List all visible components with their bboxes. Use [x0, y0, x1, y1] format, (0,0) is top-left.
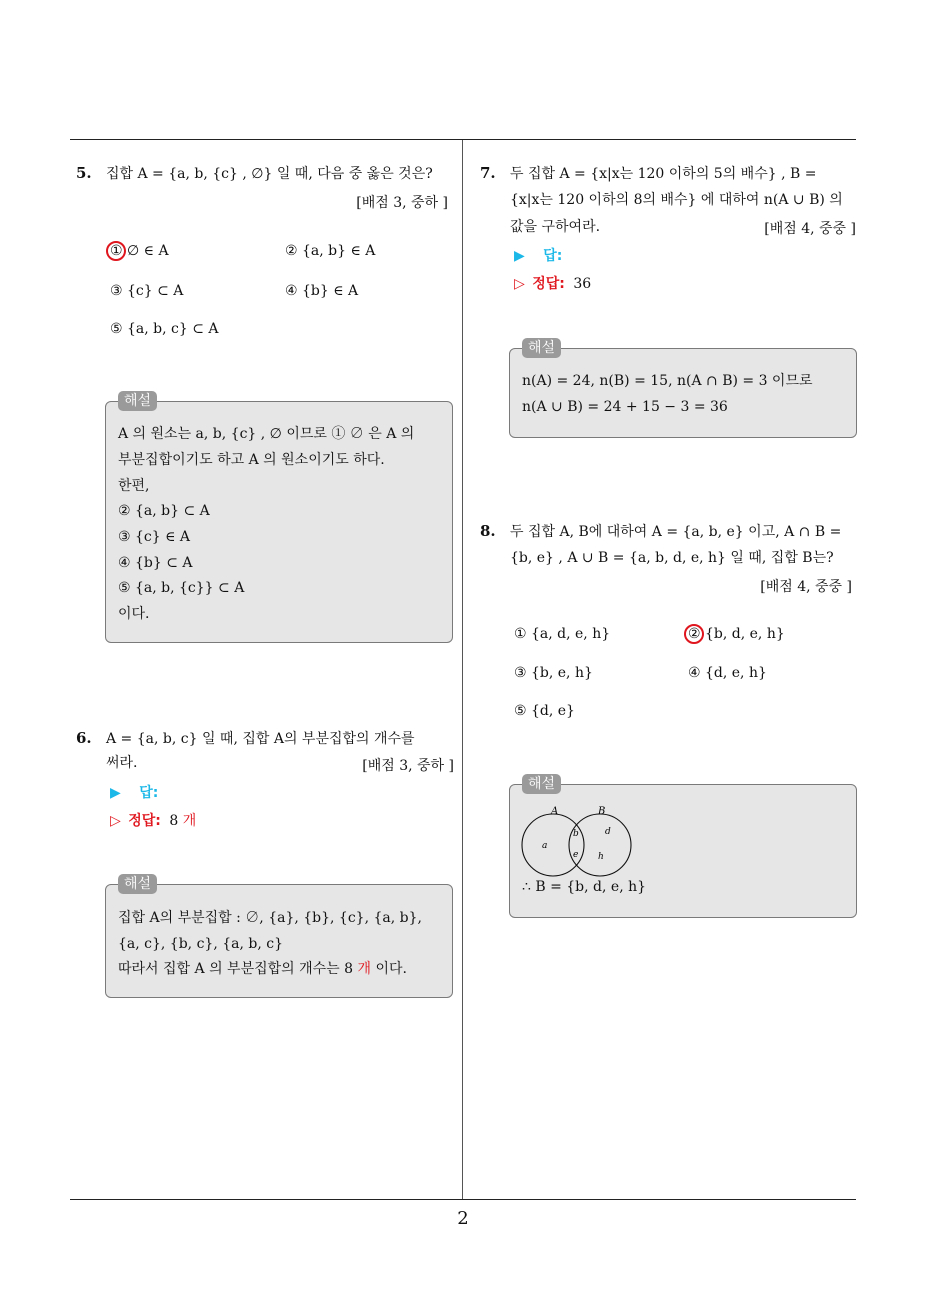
q7-explain-line-2: n(A ∪ B) = 24 + 15 − 3 = 36 — [522, 399, 728, 415]
venn-diagram — [512, 802, 642, 882]
q8-choice-3[interactable]: ③ {b, e, h} — [514, 665, 593, 681]
venn-region-both-1: b — [573, 829, 579, 839]
q8-explanation-tag: 해설 — [522, 774, 561, 794]
q7-correct-label: 정답: — [532, 276, 565, 292]
q6-stem-2: 써라. — [106, 755, 138, 771]
q8-choice-1[interactable]: ① {a, d, e, h} — [514, 626, 611, 642]
q5-explain-line-1: A 의 원소는 a, b, {c} , ∅ 이므로 ① ∅ 은 A 의 — [118, 426, 415, 442]
q7-explanation-box — [509, 348, 857, 438]
q6-explain-line-3-end: 이다. — [371, 961, 407, 977]
venn-circle-a — [522, 814, 584, 876]
q5-number: 5. — [76, 164, 92, 182]
q8-choice-4[interactable]: ④ {d, e, h} — [688, 665, 767, 681]
q7-stem-3: 값을 구하여라. — [510, 219, 601, 235]
q6-explain-unit: 개 — [357, 961, 372, 977]
bottom-rule — [70, 1199, 856, 1200]
q5-choice-2[interactable]: ② {a, b} ∈ A — [285, 243, 376, 259]
q5-explain-line-7: ⑤ {a, b, {c}} ⊂ A — [118, 580, 245, 596]
q7-correct-row — [514, 275, 591, 293]
q7-explanation-tag: 해설 — [522, 338, 561, 358]
q8-stem-2: {b, e} , A ∪ B = {a, b, d, e, h} 일 때, 집합 B는? — [510, 550, 834, 566]
q6-stem-1: A = {a, b, c} 일 때, 집합 A의 부분집합의 개수를 — [106, 731, 415, 747]
venn-label-a: A — [551, 806, 559, 817]
q6-explain-line-1: 집합 A의 부분집합 : ∅, {a}, {b}, {c}, {a, b}, — [118, 910, 422, 926]
q7-answer-label: 답: — [543, 248, 563, 264]
q8-stem-1: 두 집합 A, B에 대하여 A = {a, b, e} 이고, A ∩ B = — [510, 524, 842, 540]
q8-choice-5[interactable]: ⑤ {d, e} — [514, 703, 575, 719]
q7-meta: [배점 4, 중중 ] — [764, 221, 856, 237]
q6-answer-row[interactable] — [110, 784, 158, 802]
column-divider — [462, 140, 463, 1200]
q5-meta: [배점 3, 중하 ] — [356, 195, 448, 211]
q8-meta: [배점 4, 중중 ] — [760, 579, 852, 595]
q6-answer-label: 답: — [139, 785, 159, 801]
q5-choice-5[interactable]: ⑤ {a, b, c} ⊂ A — [110, 321, 219, 337]
venn-region-only-b-1: d — [605, 827, 611, 837]
q7-correct-value: 36 — [573, 276, 592, 292]
top-rule — [70, 139, 856, 140]
q5-explanation-tag: 해설 — [118, 391, 157, 411]
q5-explain-line-4: ② {a, b} ⊂ A — [118, 503, 210, 519]
correct-arrow-icon: ▷ — [110, 813, 121, 829]
venn-region-only-a: a — [542, 841, 548, 851]
q5-explain-line-5: ③ {c} ∈ A — [118, 529, 191, 545]
q8-explain-conclusion: ∴ B = {b, d, e, h} — [522, 879, 647, 895]
q5-choice-4[interactable]: ④ {b} ∈ A — [285, 283, 359, 299]
answer-arrow-icon: ▶ — [110, 785, 121, 801]
q7-stem-2: {x|x는 120 이하의 8의 배수} 에 대하여 n(A ∪ B) 의 — [510, 192, 843, 208]
q5-explain-line-2: 부분집합이기도 하고 A 의 원소이기도 하다. — [118, 452, 385, 468]
q5-explain-line-8: 이다. — [118, 606, 150, 622]
q6-correct-label: 정답: — [128, 813, 161, 829]
q5-choice-1[interactable]: ① ∅ ∈ A — [110, 243, 169, 259]
q6-correct-value: 8 — [169, 813, 179, 829]
q6-explain-line-3-text: 따라서 집합 A 의 부분집합의 개수는 8 — [118, 961, 358, 977]
q5-explain-line-6: ④ {b} ⊂ A — [118, 555, 193, 571]
q7-number: 7. — [480, 164, 496, 182]
q5-stem: 집합 A = {a, b, {c} , ∅} 일 때, 다음 중 옳은 것은? — [106, 166, 433, 182]
answer-arrow-icon: ▶ — [514, 248, 525, 264]
q6-explain-line-3 — [118, 960, 407, 978]
q8-choice-2[interactable]: ② {b, d, e, h} — [688, 626, 785, 642]
correct-arrow-icon: ▷ — [514, 276, 525, 292]
q8-number: 8. — [480, 522, 496, 540]
q7-explain-line-1: n(A) = 24, n(B) = 15, n(A ∩ B) = 3 이므로 — [522, 373, 813, 389]
q6-correct-unit: 개 — [182, 813, 197, 829]
q7-answer-row[interactable] — [514, 247, 562, 265]
q6-explain-line-2: {a, c}, {b, c}, {a, b, c} — [118, 936, 283, 952]
q6-correct-row — [110, 812, 196, 830]
q5-choice-3[interactable]: ③ {c} ⊂ A — [110, 283, 184, 299]
q6-explanation-tag: 해설 — [118, 874, 157, 894]
q6-meta: [배점 3, 중하 ] — [362, 758, 454, 774]
venn-circle-b — [569, 814, 631, 876]
q7-stem-1: 두 집합 A = {x|x는 120 이하의 5의 배수} , B = — [510, 166, 817, 182]
venn-label-b: B — [598, 806, 606, 817]
venn-region-only-b-2: h — [598, 852, 604, 862]
q6-number: 6. — [76, 729, 92, 747]
venn-region-both-2: e — [573, 850, 579, 860]
page-number: 2 — [457, 1208, 469, 1229]
q5-explain-line-3: 한편, — [118, 478, 150, 494]
